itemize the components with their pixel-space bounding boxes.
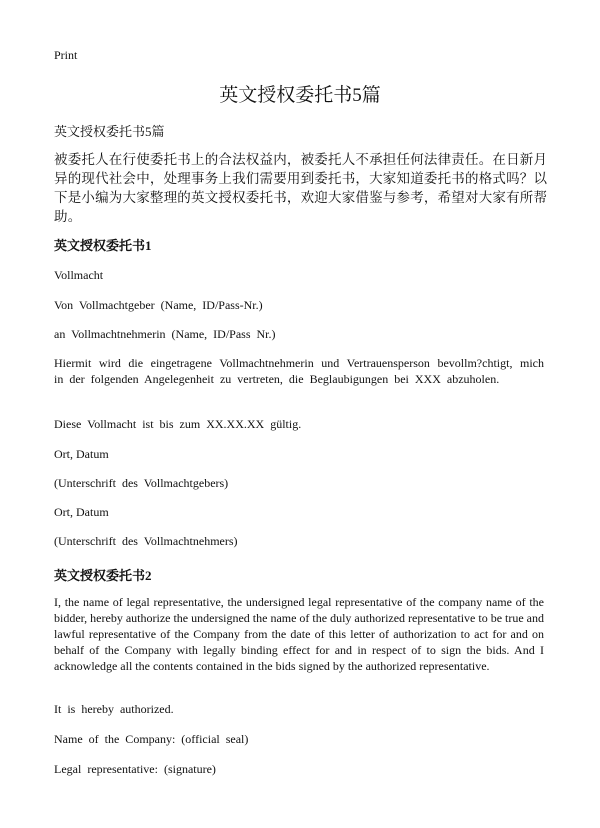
section-2-line: Legal representative: (signature)	[54, 762, 216, 776]
document-title: 英文授权委托书5篇	[219, 85, 381, 106]
section-1-paragraph: Hiermit wird die eingetragene Vollmachtnehmerin und Vertrauensperson bevollm?chtigt, mich in der folgenden Angelegenheit zu vertreten, die Beglaubigungen bei XXX abzuholen.	[54, 356, 544, 386]
section-1-line: an Vollmachtnehmerin (Name, ID/Pass Nr.)	[54, 327, 276, 341]
print-link[interactable]: Print	[54, 48, 78, 62]
intro-paragraph: 被委托人在行使委托书上的合法权益内，被委托人不承担任何法律责任。在日新月异的现代社会中，处理事务上我们需要用到委托书，大家知道委托书的格式吗？以下是小编为大家整理的英文授权委托书，欢迎大家借鉴与参考，希望对大家有所帮助。	[54, 152, 548, 224]
section-1-heading: 英文授权委托书1	[54, 238, 152, 253]
section-1-line: Ort, Datum	[54, 505, 109, 519]
document-subtitle: 英文授权委托书5篇	[54, 124, 165, 139]
section-2-heading: 英文授权委托书2	[54, 568, 152, 583]
section-2-paragraph: I, the name of legal representative, the undersigned legal representative of the company name of the bidder, hereby authorize the undersigned the name of the duly authorized representative to be true and lawful representative of the Company from the date of this letter of authorization to act for and on behalf of the Company with legally binding effect for and in respect of to sign the bids. And I acknowledge all the contents contained in the bids signed by the authorized representative.	[54, 595, 544, 673]
section-1-line: (Unterschrift des Vollmachtnehmers)	[54, 534, 238, 548]
section-1-line: (Unterschrift des Vollmachtgebers)	[54, 476, 229, 490]
section-2-line: Name of the Company: (official seal)	[54, 732, 249, 746]
section-2-line: It is hereby authorized.	[54, 702, 174, 716]
section-1-line: Von Vollmachtgeber (Name, ID/Pass-Nr.)	[54, 298, 263, 312]
section-1-line: Diese Vollmacht ist bis zum XX.XX.XX gültig.	[54, 417, 302, 431]
section-1-line: Ort, Datum	[54, 447, 109, 461]
section-1-line: Vollmacht	[54, 268, 104, 282]
